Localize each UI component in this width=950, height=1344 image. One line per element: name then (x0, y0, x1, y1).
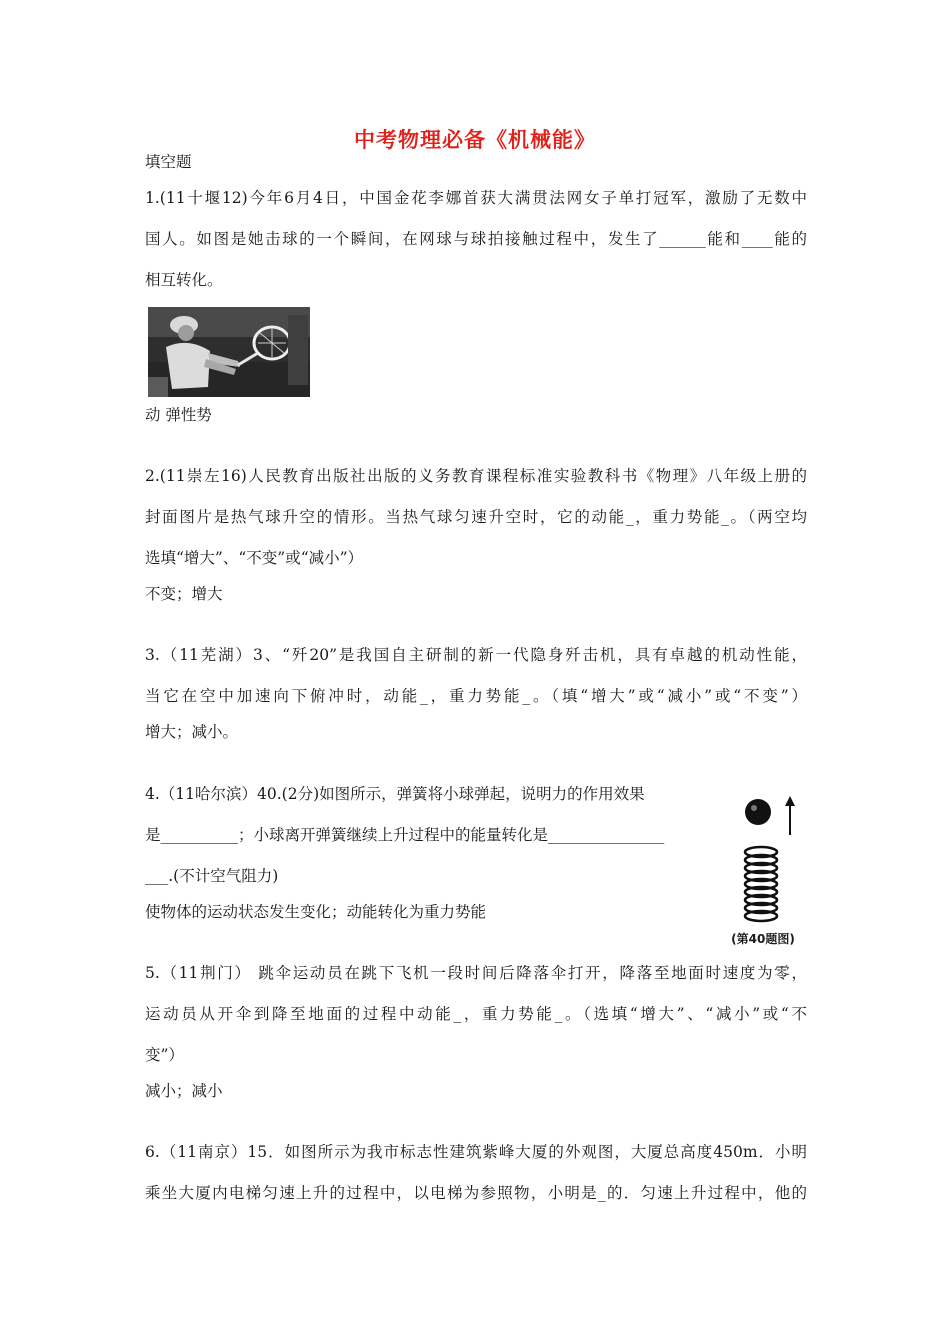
ball-icon (745, 799, 771, 825)
q3-text-line-2: 当它在空中加速向下俯冲时，动能_，重力势能_。（填“增大”或“减小”或“不变”） (145, 687, 807, 705)
q4-answer: 使物体的运动状态发生变化；动能转化为重力势能 (145, 903, 487, 921)
q2-text-line-3: 选填“增大”、“不变”或“减小”） (145, 549, 364, 567)
q5-text-line-2: 运动员从开伞到降至地面的过程中动能_，重力势能_。（选填“增大”、“减小”或“不 (145, 1005, 807, 1023)
spring-ball-figure (718, 790, 808, 950)
q3-text-line-1: 3.（11芜湖）3、“歼20”是我国自主研制的新一代隐身歼击机，具有卓越的机动性能， (145, 646, 807, 664)
figure-caption: (第40题图) (731, 932, 795, 946)
q2-text-line-2: 封面图片是热气球升空的情形。当热气球匀速升空时，它的动能_，重力势能_。（两空均 (145, 508, 807, 526)
q5-text-line-1: 5.（11荆门） 跳伞运动员在跳下飞机一段时间后降落伞打开，降落至地面时速度为零， (145, 964, 807, 982)
q4-text-line-2: 是__________；小球离开弹簧继续上升过程中的能量转化是_______________ (145, 826, 665, 844)
q3-answer: 增大；减小。 (145, 723, 239, 741)
q1-text-line-2: 国人。如图是她击球的一个瞬间，在网球与球拍接触过程中，发生了______能和____能的 (145, 230, 807, 248)
q1-text-line-1: 1.(11十堰12)今年6月4日，中国金花李娜首获大满贯法网女子单打冠军，激励了无数中 (145, 189, 807, 207)
q6-text-line-1: 6.（11南京）15．如图所示为我市标志性建筑紫峰大厦的外观图，大厦总高度450m．小明 (145, 1143, 807, 1161)
q6-text-line-2: 乘坐大厦内电梯匀速上升的过程中，以电梯为参照物，小明是_的．匀速上升过程中，他的 (145, 1184, 807, 1202)
q1-text-line-3: 相互转化。 (145, 271, 223, 289)
tennis-player-photo (148, 307, 310, 397)
q1-answer: 动 弹性势 (145, 406, 212, 424)
q2-text-line-1: 2.(11崇左16)人民教育出版社出版的义务教育课程标准实验教科书《物理》八年级上册的 (145, 467, 807, 485)
q2-answer: 不变；增大 (145, 585, 223, 603)
page-title: 中考物理必备《机械能》 (354, 127, 596, 152)
q4-text-line-1: 4.（11哈尔滨）40.(2分)如图所示，弹簧将小球弹起，说明力的作用效果 (145, 785, 645, 803)
q4-text-line-3: ___.(不计空气阻力) (145, 867, 279, 885)
section-heading: 填空题 (145, 153, 192, 171)
q5-text-line-3: 变”） (145, 1046, 184, 1064)
q5-answer: 减小；减小 (145, 1082, 223, 1100)
spring-icon (745, 847, 777, 921)
